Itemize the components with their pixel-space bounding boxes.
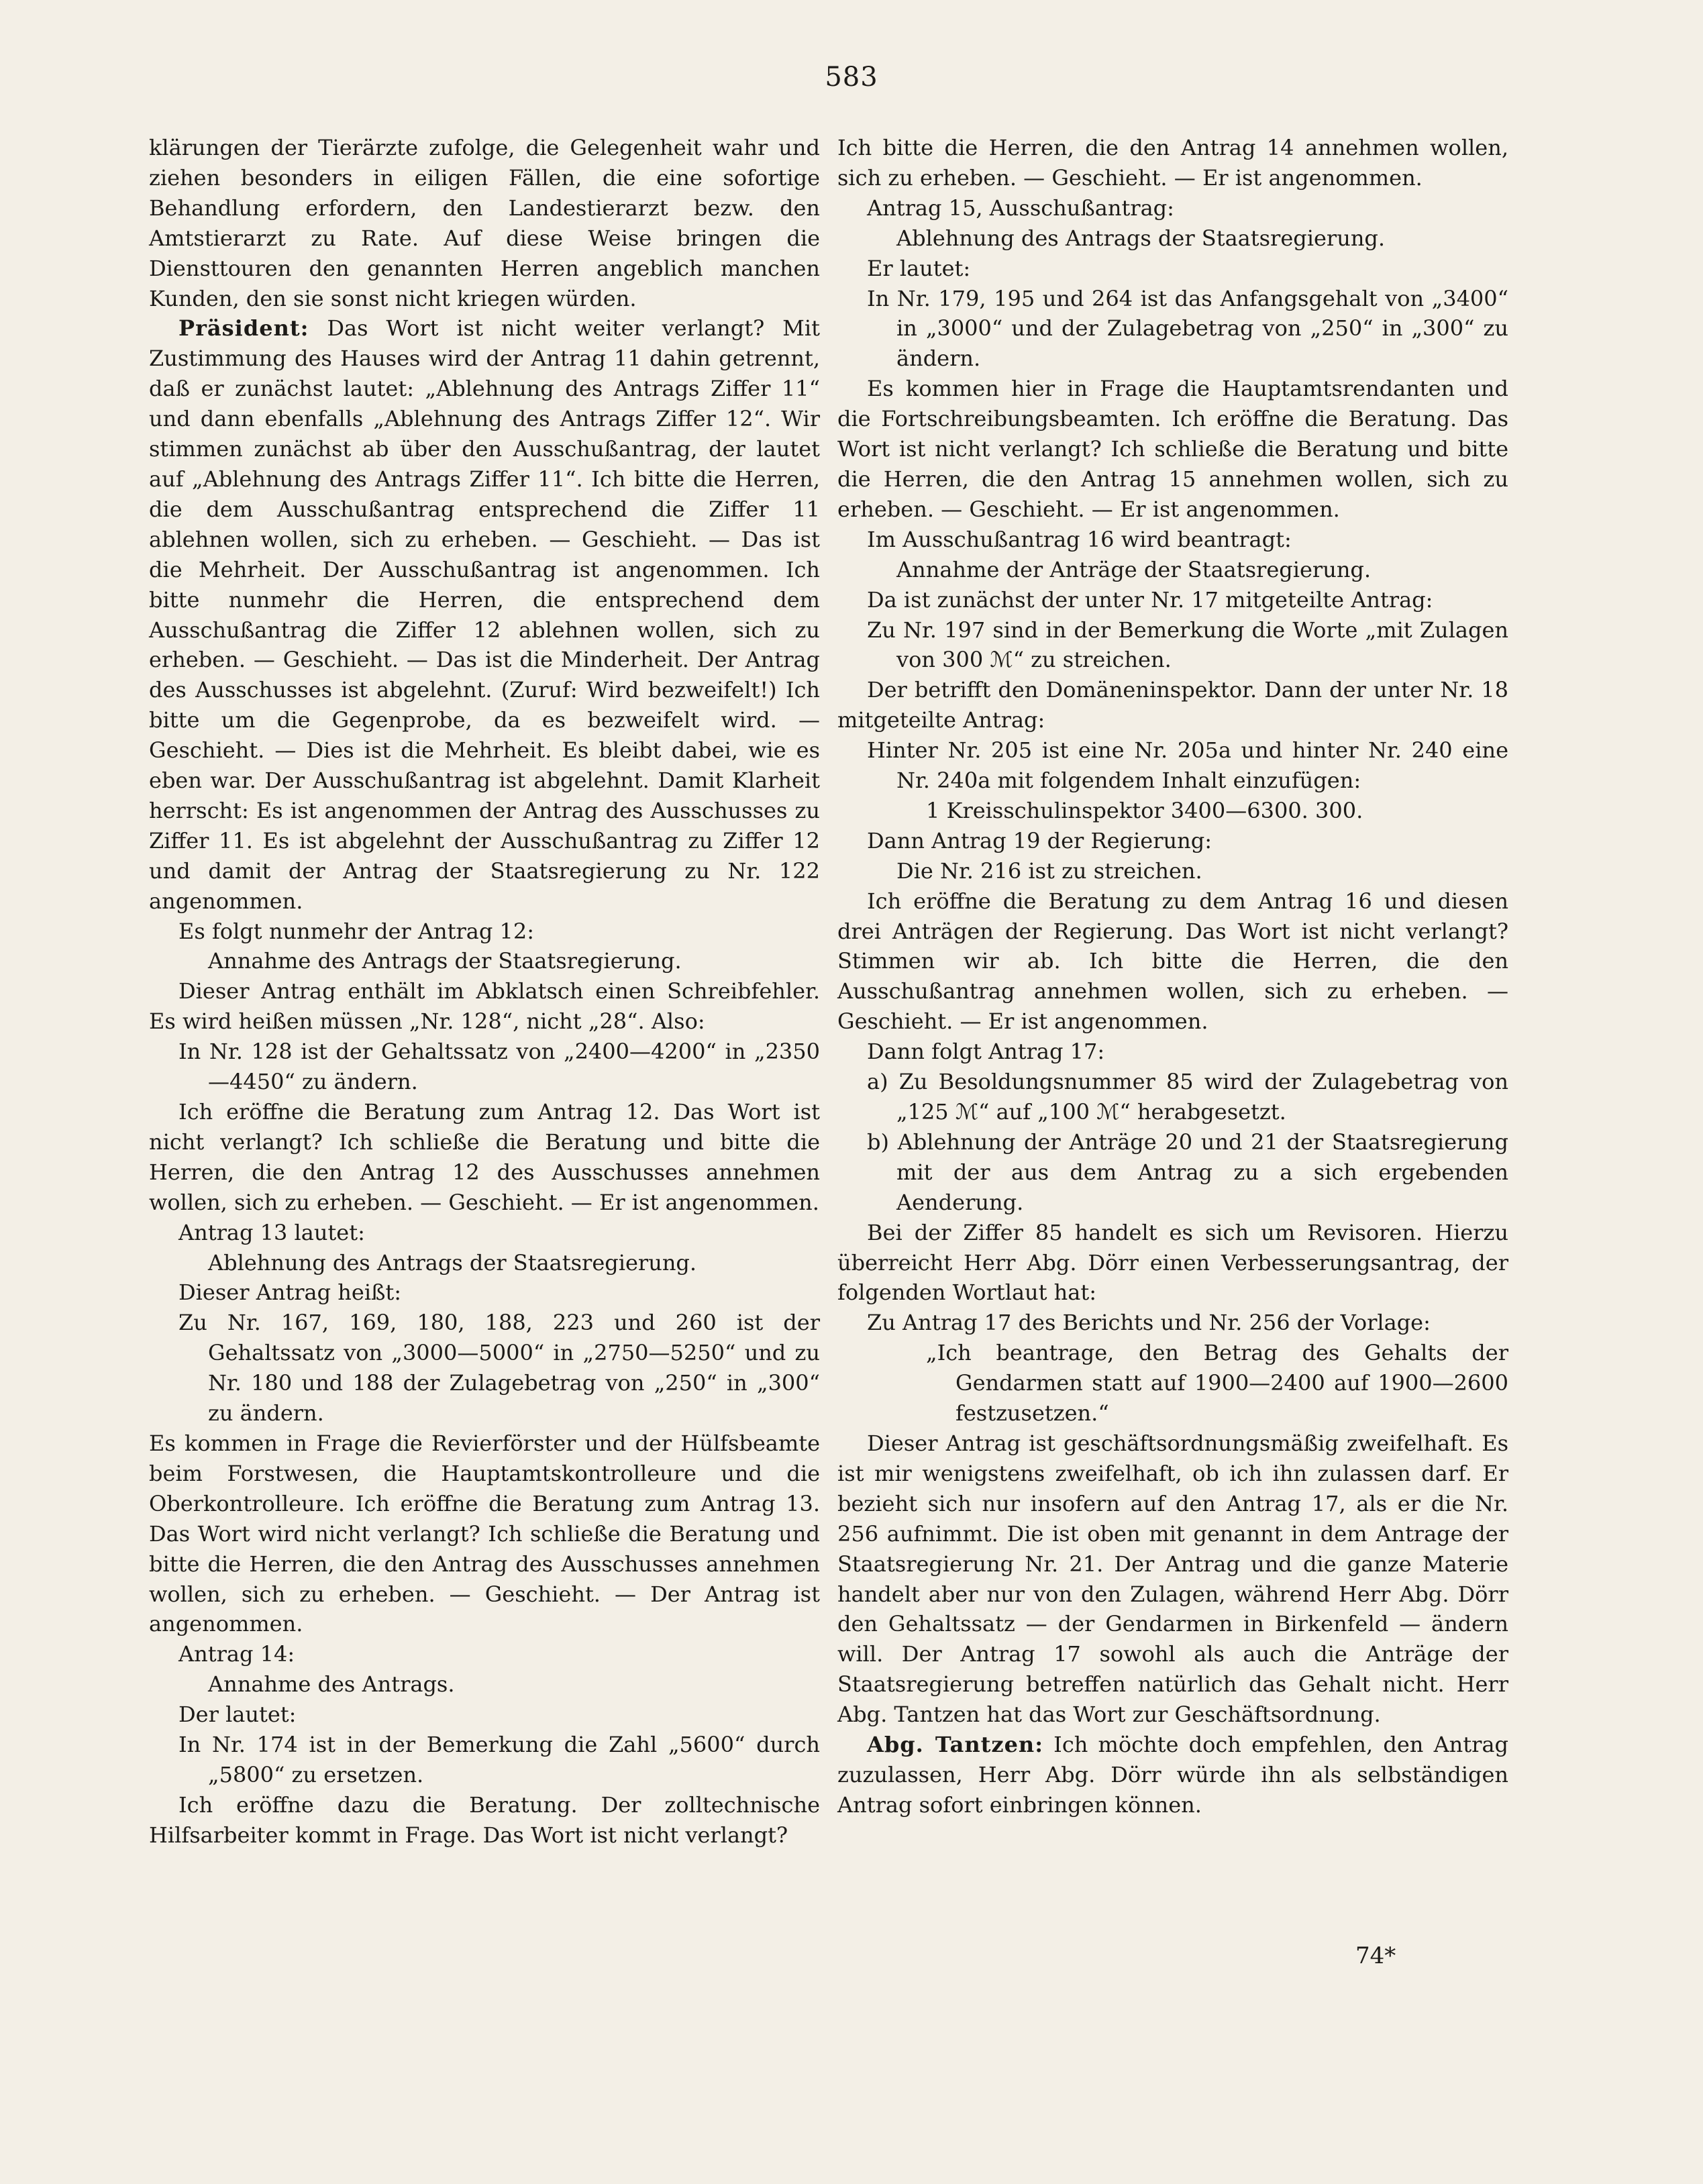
speaker-label: Präsident: xyxy=(178,315,309,342)
page-number: 583 xyxy=(825,62,878,93)
paragraph: Dieser Antrag enthält im Abklatsch einen Schreibfehler. Es wird heißen müssen „Nr. 128“, nicht „28“. Also: xyxy=(149,978,820,1035)
list-item: a) Zu Besoldungsnummer 85 wird der Zulagebetrag von „125 ℳ“ auf „100 ℳ“ herabgesetzt. xyxy=(867,1069,1508,1125)
motion-text: Annahme des Antrags. xyxy=(208,1671,455,1698)
motion-text: Ablehnung des Antrags der Staatsregierung. xyxy=(896,225,1386,251)
motion-text: Ablehnung des Antrags der Staatsregierung. xyxy=(208,1249,697,1276)
paragraph: Ich eröffne dazu die Beratung. Der zolltechnische Hilfsarbeiter kommt in Frage. Das Wort ist nicht verlangt? xyxy=(149,1791,820,1848)
motion-text: Zu Nr. 167, 169, 180, 188, 223 und 260 ist der Gehaltssatz von „3000—5000“ in „2750—5250“ und zu Nr. 180 und 188 der Zulagebetrag von „250“ in „300“ zu ändern. xyxy=(178,1310,820,1426)
paragraph: Der lautet: xyxy=(178,1702,297,1728)
speech-text: Das Wort ist nicht weiter verlangt? Mit Zustimmung des Hauses wird der Antrag 11 dahin getrennt, daß er zunächst lautet: „Ablehnung des Antrags Ziffer 11“ und dann ebenfalls „Ablehnung des Antrags Ziffer 12“. Wir stimmen zunächst ab über den Ausschußantrag, der lautet auf „Ablehnung des Antrags Ziffer 11“. Ich bitte die Herren, die dem Ausschußantrag entsprechend die Ziffer 11 ablehnen wollen, sich zu erheben. — Geschieht. — Das ist die Mehrheit. Der Ausschußantrag ist angenommen. Ich bitte nunmehr die Herren, die entsprechend dem Ausschußantrag die Ziffer 12 ablehnen wollen, sich zu erheben. — Geschieht. — Das ist die Minderheit. Der Antrag des Ausschusses ist abgelehnt. (Zuruf: Wird bezweifelt!) Ich bitte um die Gegenprobe, da es bezweifelt wird. — Geschieht. — Dies ist die Mehrheit. Es bleibt dabei, wie es eben war. Der Ausschußantrag ist abgelehnt. Damit Klarheit herrscht: Es ist angenommen der Antrag des Ausschusses zu Ziffer 11. Es ist abgelehnt der Ausschußantrag zu Ziffer 12 und damit der Antrag der Staatsregierung zu Nr. 122 angenommen. xyxy=(149,315,821,914)
paragraph: Es kommen hier in Frage die Hauptamtsrendanten und die Fortschreibungsbeamten. Ich eröffne die Beratung. Das Wort ist nicht verlangt? Ich schließe die Beratung und bitte die Herren, die den Antrag 15 annehmen wollen, sich zu erheben. — Geschieht. — Er ist angenommen. xyxy=(837,376,1508,522)
motion-text: Hinter Nr. 205 ist eine Nr. 205a und hinter Nr. 240 eine Nr. 240a mit folgendem Inhalt einzufügen: xyxy=(867,737,1508,794)
paragraph: Antrag 15, Ausschußantrag: xyxy=(867,195,1174,221)
motion-text: Zu Nr. 197 sind in der Bemerkung die Worte „mit Zulagen von 300 ℳ“ zu streichen. xyxy=(867,617,1508,673)
motion-text: Die Nr. 216 ist zu streichen. xyxy=(896,857,1202,884)
right-column xyxy=(837,133,1508,1820)
quoted-motion: „Ich beantrage, den Betrag des Gehalts der Gendarmen statt auf 1900—2400 auf 1900—2600 festzusetzen.“ xyxy=(926,1340,1508,1426)
paragraph: Ich eröffne die Beratung zu dem Antrag 16 und diesen drei Anträgen der Regierung. Das Wort ist nicht verlangt? Stimmen wir ab. Ich bitte die Herren, die den Ausschußantrag annehmen wollen, sich zu erheben. — Geschieht. — Er ist angenommen. xyxy=(837,888,1508,1035)
motion-text: In Nr. 128 ist der Gehaltssatz von „2400—4200“ in „2350—4450“ zu ändern. xyxy=(178,1039,820,1095)
paragraph: Ich bitte die Herren, die den Antrag 14 annehmen wollen, sich zu erheben. — Geschieht. — Er ist angenommen. xyxy=(837,135,1508,191)
motion-text: In Nr. 174 ist in der Bemerkung die Zahl „5600“ durch „5800“ zu ersetzen. xyxy=(178,1732,820,1787)
motion-text: Annahme des Antrags der Staatsregierung. xyxy=(208,948,682,974)
paragraph: Es folgt nunmehr der Antrag 12: xyxy=(178,918,534,944)
paragraph: Dieser Antrag ist geschäftsordnungsmäßig zweifelhaft. Es ist mir wenigstens zweifelhaft, ob ich ihn zulassen darf. Er bezieht sich nur insofern auf den Antrag 17, als er die Nr. 256 aufnimmt. Die ist oben mit genannt in dem Antrage der Staatsregierung Nr. 21. Der Antrag und die ganze Materie handelt aber nur von den Zulagen, während Herr Abg. Dörr den Gehaltssatz — der Gendarmen in Birkenfeld — ändern will. Der Antrag 17 sowohl als auch die Anträge der Staatsregierung betreffen natürlich das Gehalt nicht. Herr Abg. Tantzen hat das Wort zur Geschäftsordnung. xyxy=(837,1430,1508,1728)
left-column xyxy=(149,133,820,1851)
paragraph: Dann Antrag 19 der Regierung: xyxy=(867,827,1212,853)
paragraph: Der betrifft den Domäneninspektor. Dann der unter Nr. 18 mitgeteilte Antrag: xyxy=(837,677,1508,733)
speaker-label: Abg. Tantzen: xyxy=(867,1732,1043,1758)
speech-text: Ich möchte doch empfehlen, den Antrag zuzulassen, Herr Abg. Dörr würde ihn als selbständigen Antrag sofort einbringen können. xyxy=(837,1732,1508,1818)
paragraph: Antrag 14: xyxy=(178,1641,295,1667)
paragraph: Antrag 13 lautet: xyxy=(178,1219,365,1245)
paragraph: Da ist zunächst der unter Nr. 17 mitgeteilte Antrag: xyxy=(867,586,1433,613)
paragraph: Dann folgt Antrag 17: xyxy=(867,1039,1105,1065)
paragraph: klärungen der Tierärzte zufolge, die Gelegenheit wahr und ziehen besonders in eiligen Fällen, die eine sofortige Behandlung erfordern, den Landestierarzt bezw. den Amtstierarzt zu Rate. Auf diese Weise bringen die Diensttouren den genannten Herren angeblich manchen Kunden, den sie sonst nicht kriegen würden. xyxy=(149,135,820,311)
speaker-paragraph xyxy=(149,313,820,916)
motion-text: Zu Antrag 17 des Berichts und Nr. 256 der Vorlage: xyxy=(867,1310,1431,1336)
motion-text: 1 Kreisschulinspektor 3400—6300. 300. xyxy=(926,797,1363,823)
paragraph: Es kommen in Frage die Revierförster und der Hülfsbeamte beim Forstwesen, die Hauptamtskontrolleure und die Oberkontrolleure. Ich eröffne die Beratung zum Antrag 13. Das Wort wird nicht verlangt? Ich schließe die Beratung und bitte die Herren, die den Antrag des Ausschusses annehmen wollen, sich zu erheben. — Geschieht. — Der Antrag ist angenommen. xyxy=(149,1430,820,1637)
motion-text: Annahme der Anträge der Staatsregierung. xyxy=(896,556,1372,582)
motion-text: In Nr. 179, 195 und 264 ist das Anfangsgehalt von „3400“ in „3000“ und der Zulagebetrag von „250“ in „300“ zu ändern. xyxy=(867,285,1508,372)
paragraph: Im Ausschußantrag 16 wird beantragt: xyxy=(867,526,1292,552)
speaker-paragraph xyxy=(837,1730,1508,1820)
paragraph: Dieser Antrag heißt: xyxy=(178,1280,402,1306)
paragraph: Bei der Ziffer 85 handelt es sich um Revisoren. Hierzu überreicht Herr Abg. Dörr einen Verbesserungsantrag, der folgenden Wortlaut hat: xyxy=(837,1219,1508,1306)
paragraph: Ich eröffne die Beratung zum Antrag 12. Das Wort ist nicht verlangt? Ich schließe die Beratung und bitte die Herren, die den Antrag 12 des Ausschusses annehmen wollen, sich zu erheben. — Geschieht. — Er ist angenommen. xyxy=(149,1099,820,1215)
list-item: b) Ablehnung der Anträge 20 und 21 der Staatsregierung mit der aus dem Antrag zu a sich ergebenden Aenderung. xyxy=(867,1129,1508,1215)
signature-mark: 74* xyxy=(1355,1942,1396,1969)
paragraph: Er lautet: xyxy=(867,255,971,281)
